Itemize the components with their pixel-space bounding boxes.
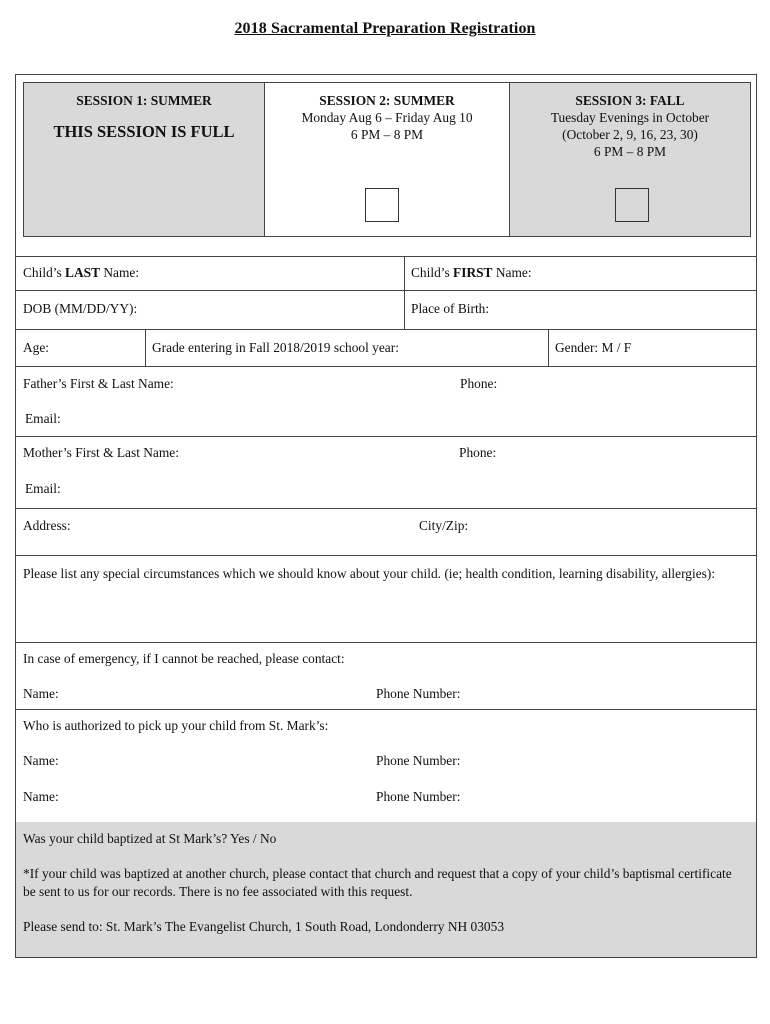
divider xyxy=(15,436,757,437)
pickup-phone-field-1[interactable]: Phone Number: xyxy=(376,753,461,768)
column-divider xyxy=(145,329,146,366)
column-divider xyxy=(548,329,549,366)
emergency-name-field[interactable]: Name: xyxy=(23,686,59,701)
divider xyxy=(15,366,757,367)
emergency-contact-label: In case of emergency, if I cannot be reached, please contact: xyxy=(23,651,345,666)
pickup-name-field-1[interactable]: Name: xyxy=(23,753,59,768)
label-text: Child’s xyxy=(411,265,454,280)
father-phone-field[interactable]: Phone: xyxy=(460,376,498,391)
divider xyxy=(15,256,757,257)
divider xyxy=(15,642,757,643)
session-3-time: 6 PM – 8 PM xyxy=(593,144,667,159)
session-3-checkbox[interactable] xyxy=(615,188,649,222)
session-3-heading: SESSION 3: FALL xyxy=(575,93,685,108)
father-email-field[interactable]: Email: xyxy=(25,411,61,426)
session-2-time: 6 PM – 8 PM xyxy=(350,127,424,142)
place-of-birth-field[interactable]: Place of Birth: xyxy=(411,301,490,316)
grade-field[interactable]: Grade entering in Fall 2018/2019 school year: xyxy=(152,340,399,355)
child-last-name-label[interactable] xyxy=(23,265,139,281)
age-field[interactable]: Age: xyxy=(23,340,50,355)
city-zip-field[interactable]: City/Zip: xyxy=(419,518,469,533)
label-emphasis: FIRST xyxy=(453,265,493,280)
pickup-authorized-label: Who is authorized to pick up your child from St. Mark’s: xyxy=(23,718,329,733)
baptism-question[interactable]: Was your child baptized at St Mark’s? Yes / No xyxy=(23,831,277,846)
label-text: Name: xyxy=(100,265,140,280)
child-first-name-label[interactable] xyxy=(411,265,532,281)
form-title: 2018 Sacramental Preparation Registration xyxy=(234,20,536,37)
label-text: Child’s xyxy=(23,265,66,280)
session-2-dates: Monday Aug 6 – Friday Aug 10 xyxy=(301,110,473,125)
column-divider xyxy=(404,256,405,329)
emergency-phone-field[interactable]: Phone Number: xyxy=(376,686,461,701)
divider xyxy=(15,290,757,291)
mother-email-field[interactable]: Email: xyxy=(25,481,61,496)
session-2-heading: SESSION 2: SUMMER xyxy=(319,93,455,108)
mother-phone-field[interactable]: Phone: xyxy=(459,445,497,460)
label-emphasis: LAST xyxy=(65,265,101,280)
pickup-name-field-2[interactable]: Name: xyxy=(23,789,59,804)
address-field[interactable]: Address: xyxy=(23,518,71,533)
session-1-box xyxy=(23,82,265,237)
mother-name-field[interactable]: Mother’s First & Last Name: xyxy=(23,445,179,460)
dob-field[interactable]: DOB (MM/DD/YY): xyxy=(23,301,138,316)
mailing-address: Please send to: St. Mark’s The Evangelist Church, 1 South Road, Londonderry NH 03053 xyxy=(23,919,505,934)
special-circumstances-field[interactable]: Please list any special circumstances which we should know about your child. (ie; health condition, learning disability, allergies): xyxy=(23,566,716,581)
session-1-heading: SESSION 1: SUMMER xyxy=(76,93,212,108)
session-2-checkbox[interactable] xyxy=(365,188,399,222)
divider xyxy=(15,709,757,710)
gender-field[interactable]: Gender: M / F xyxy=(555,340,632,355)
baptism-note: *If your child was baptized at another church, please contact that church and request that a copy of your child’s baptismal certificate be sent to us for our records. There is no fee associated with this request. xyxy=(23,866,732,899)
father-name-field[interactable]: Father’s First & Last Name: xyxy=(23,376,174,391)
divider xyxy=(15,329,757,330)
session-2-box xyxy=(265,82,509,237)
pickup-phone-field-2[interactable]: Phone Number: xyxy=(376,789,461,804)
session-1-full-notice: THIS SESSION IS FULL xyxy=(53,122,235,141)
session-3-dates: (October 2, 9, 16, 23, 30) xyxy=(562,127,698,142)
session-3-box xyxy=(509,82,751,237)
session-3-schedule: Tuesday Evenings in October xyxy=(550,110,710,125)
divider xyxy=(15,508,757,509)
divider xyxy=(15,555,757,556)
label-text: Name: xyxy=(492,265,532,280)
